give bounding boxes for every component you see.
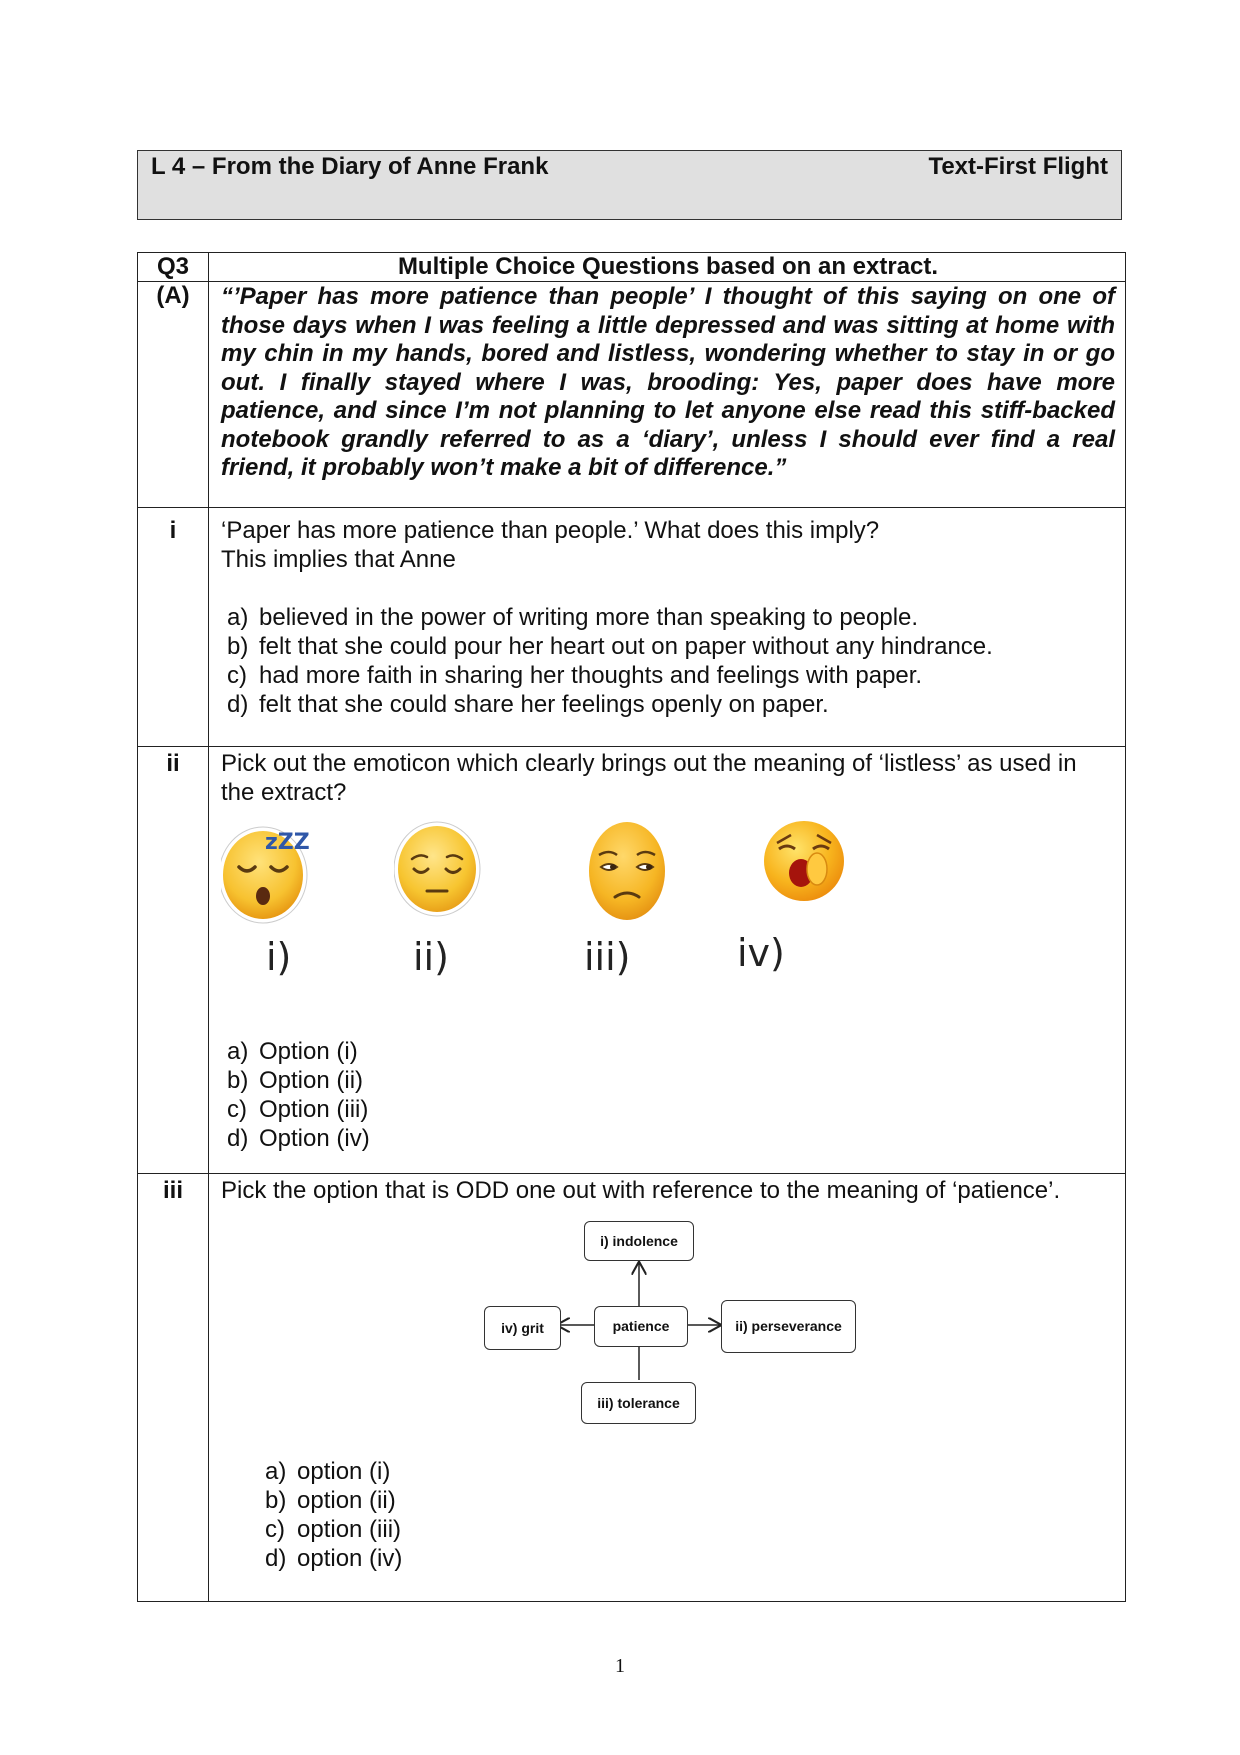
option-text: Option (iv) bbox=[259, 1124, 370, 1152]
zzz-text: zZZ bbox=[265, 829, 310, 855]
option-text: option (ii) bbox=[297, 1486, 396, 1514]
option-item[interactable] bbox=[221, 1124, 1115, 1153]
option-letter: d) bbox=[227, 1124, 249, 1152]
diagram-center-box: patience bbox=[594, 1306, 688, 1347]
page-header bbox=[137, 150, 1122, 220]
question-row-i bbox=[138, 507, 1126, 746]
option-letter: a) bbox=[227, 1037, 249, 1065]
diagram-top-box: i) indolence bbox=[584, 1221, 694, 1261]
diagram-right-box: ii) perseverance bbox=[721, 1300, 856, 1353]
option-item[interactable] bbox=[259, 1515, 1115, 1544]
page-number: 1 bbox=[615, 1655, 625, 1677]
question-i-cell bbox=[209, 507, 1126, 746]
extract-text: “’Paper has more patience than people’ I thought of this saying on one of those days when I was feeling a little depressed and was sitting at home with my chin in my hands, bored and listless, wondering whether to stay in or go out. I finally stayed where I was, brooding: Yes, paper does have more patience, and since I’m not planning to let anyone else read this stiff-backed notebook grandly referred to as a ‘diary’, unless I should ever find a real friend, it probably won’t make a bit of difference.” bbox=[221, 283, 1115, 481]
option-text: believed in the power of writing more than speaking to people. bbox=[259, 603, 919, 631]
emoticon-label: iii) bbox=[584, 934, 631, 979]
option-item[interactable] bbox=[221, 661, 1115, 690]
option-item[interactable] bbox=[259, 1457, 1115, 1486]
question-i-text: ‘Paper has more patience than people.’ What does this imply? bbox=[221, 516, 880, 544]
option-letter: d) bbox=[265, 1544, 287, 1572]
option-text: felt that she could pour her heart out on paper without any hindrance. bbox=[259, 632, 993, 660]
option-text: had more faith in sharing her thoughts and feelings with paper. bbox=[259, 661, 923, 689]
option-item[interactable] bbox=[259, 1544, 1115, 1573]
question-row-iii bbox=[138, 1173, 1126, 1601]
option-text: Option (ii) bbox=[259, 1066, 364, 1094]
question-ii-text: Pick out the emoticon which clearly brings out the meaning of ‘listless’ as used in the extract? bbox=[221, 749, 1077, 806]
sub-question-number: i bbox=[138, 507, 209, 746]
emoticon-row bbox=[221, 807, 1115, 1037]
option-text: option (iii) bbox=[297, 1515, 402, 1543]
part-label: (A) bbox=[138, 282, 209, 508]
option-letter: c) bbox=[227, 1095, 247, 1123]
option-item[interactable] bbox=[221, 603, 1115, 632]
option-letter: b) bbox=[227, 632, 249, 660]
option-letter: c) bbox=[265, 1515, 285, 1543]
options-list bbox=[221, 603, 1115, 719]
option-letter: c) bbox=[227, 661, 247, 689]
option-item[interactable] bbox=[259, 1486, 1115, 1515]
question-title: Multiple Choice Questions based on an extract. bbox=[209, 253, 1126, 282]
sub-question-number: iii bbox=[138, 1173, 209, 1601]
sleeping-emoji-icon[interactable] bbox=[221, 819, 317, 929]
option-text: Option (i) bbox=[259, 1037, 358, 1065]
question-i-stem: This implies that Anne bbox=[221, 545, 456, 573]
option-item[interactable] bbox=[221, 632, 1115, 661]
option-letter: d) bbox=[227, 690, 249, 718]
diagram-bottom-box: iii) tolerance bbox=[581, 1382, 696, 1424]
option-item[interactable] bbox=[221, 690, 1115, 719]
option-item[interactable] bbox=[221, 1095, 1115, 1124]
option-text: option (i) bbox=[297, 1457, 391, 1485]
question-ii-cell bbox=[209, 746, 1126, 1173]
sub-question-number: ii bbox=[138, 746, 209, 1173]
option-letter: b) bbox=[265, 1486, 287, 1514]
option-letter: a) bbox=[227, 603, 249, 631]
book-title: Text-First Flight bbox=[928, 153, 1108, 180]
option-text: felt that she could share her feelings openly on paper. bbox=[259, 690, 829, 718]
emoticon-label: iv) bbox=[737, 930, 785, 975]
option-item[interactable] bbox=[221, 1037, 1115, 1066]
emoticon-label: ii) bbox=[413, 934, 449, 979]
option-letter: a) bbox=[265, 1457, 287, 1485]
option-letter: b) bbox=[227, 1066, 249, 1094]
patience-diagram bbox=[484, 1217, 1084, 1437]
chapter-title: L 4 – From the Diary of Anne Frank bbox=[151, 153, 549, 180]
unamused-emoji-icon[interactable] bbox=[587, 819, 667, 923]
extract-row bbox=[138, 282, 1126, 508]
option-item[interactable] bbox=[221, 1066, 1115, 1095]
pensive-emoji-icon[interactable] bbox=[394, 819, 484, 923]
question-table bbox=[137, 252, 1126, 1602]
options-list bbox=[221, 1037, 1115, 1153]
question-row-ii bbox=[138, 746, 1126, 1173]
options-list bbox=[259, 1457, 1115, 1573]
yawning-emoji-icon[interactable] bbox=[761, 815, 847, 903]
option-text: Option (iii) bbox=[259, 1095, 369, 1123]
title-row bbox=[138, 253, 1126, 282]
option-text: option (iv) bbox=[297, 1544, 403, 1572]
emoticon-label: i) bbox=[266, 934, 292, 979]
question-iii-cell bbox=[209, 1173, 1126, 1601]
question-iii-text: Pick the option that is ODD one out with reference to the meaning of ‘patience’. bbox=[221, 1176, 1061, 1204]
extract-cell bbox=[209, 282, 1126, 508]
diagram-left-box: iv) grit bbox=[484, 1306, 561, 1350]
question-number: Q3 bbox=[138, 253, 209, 282]
